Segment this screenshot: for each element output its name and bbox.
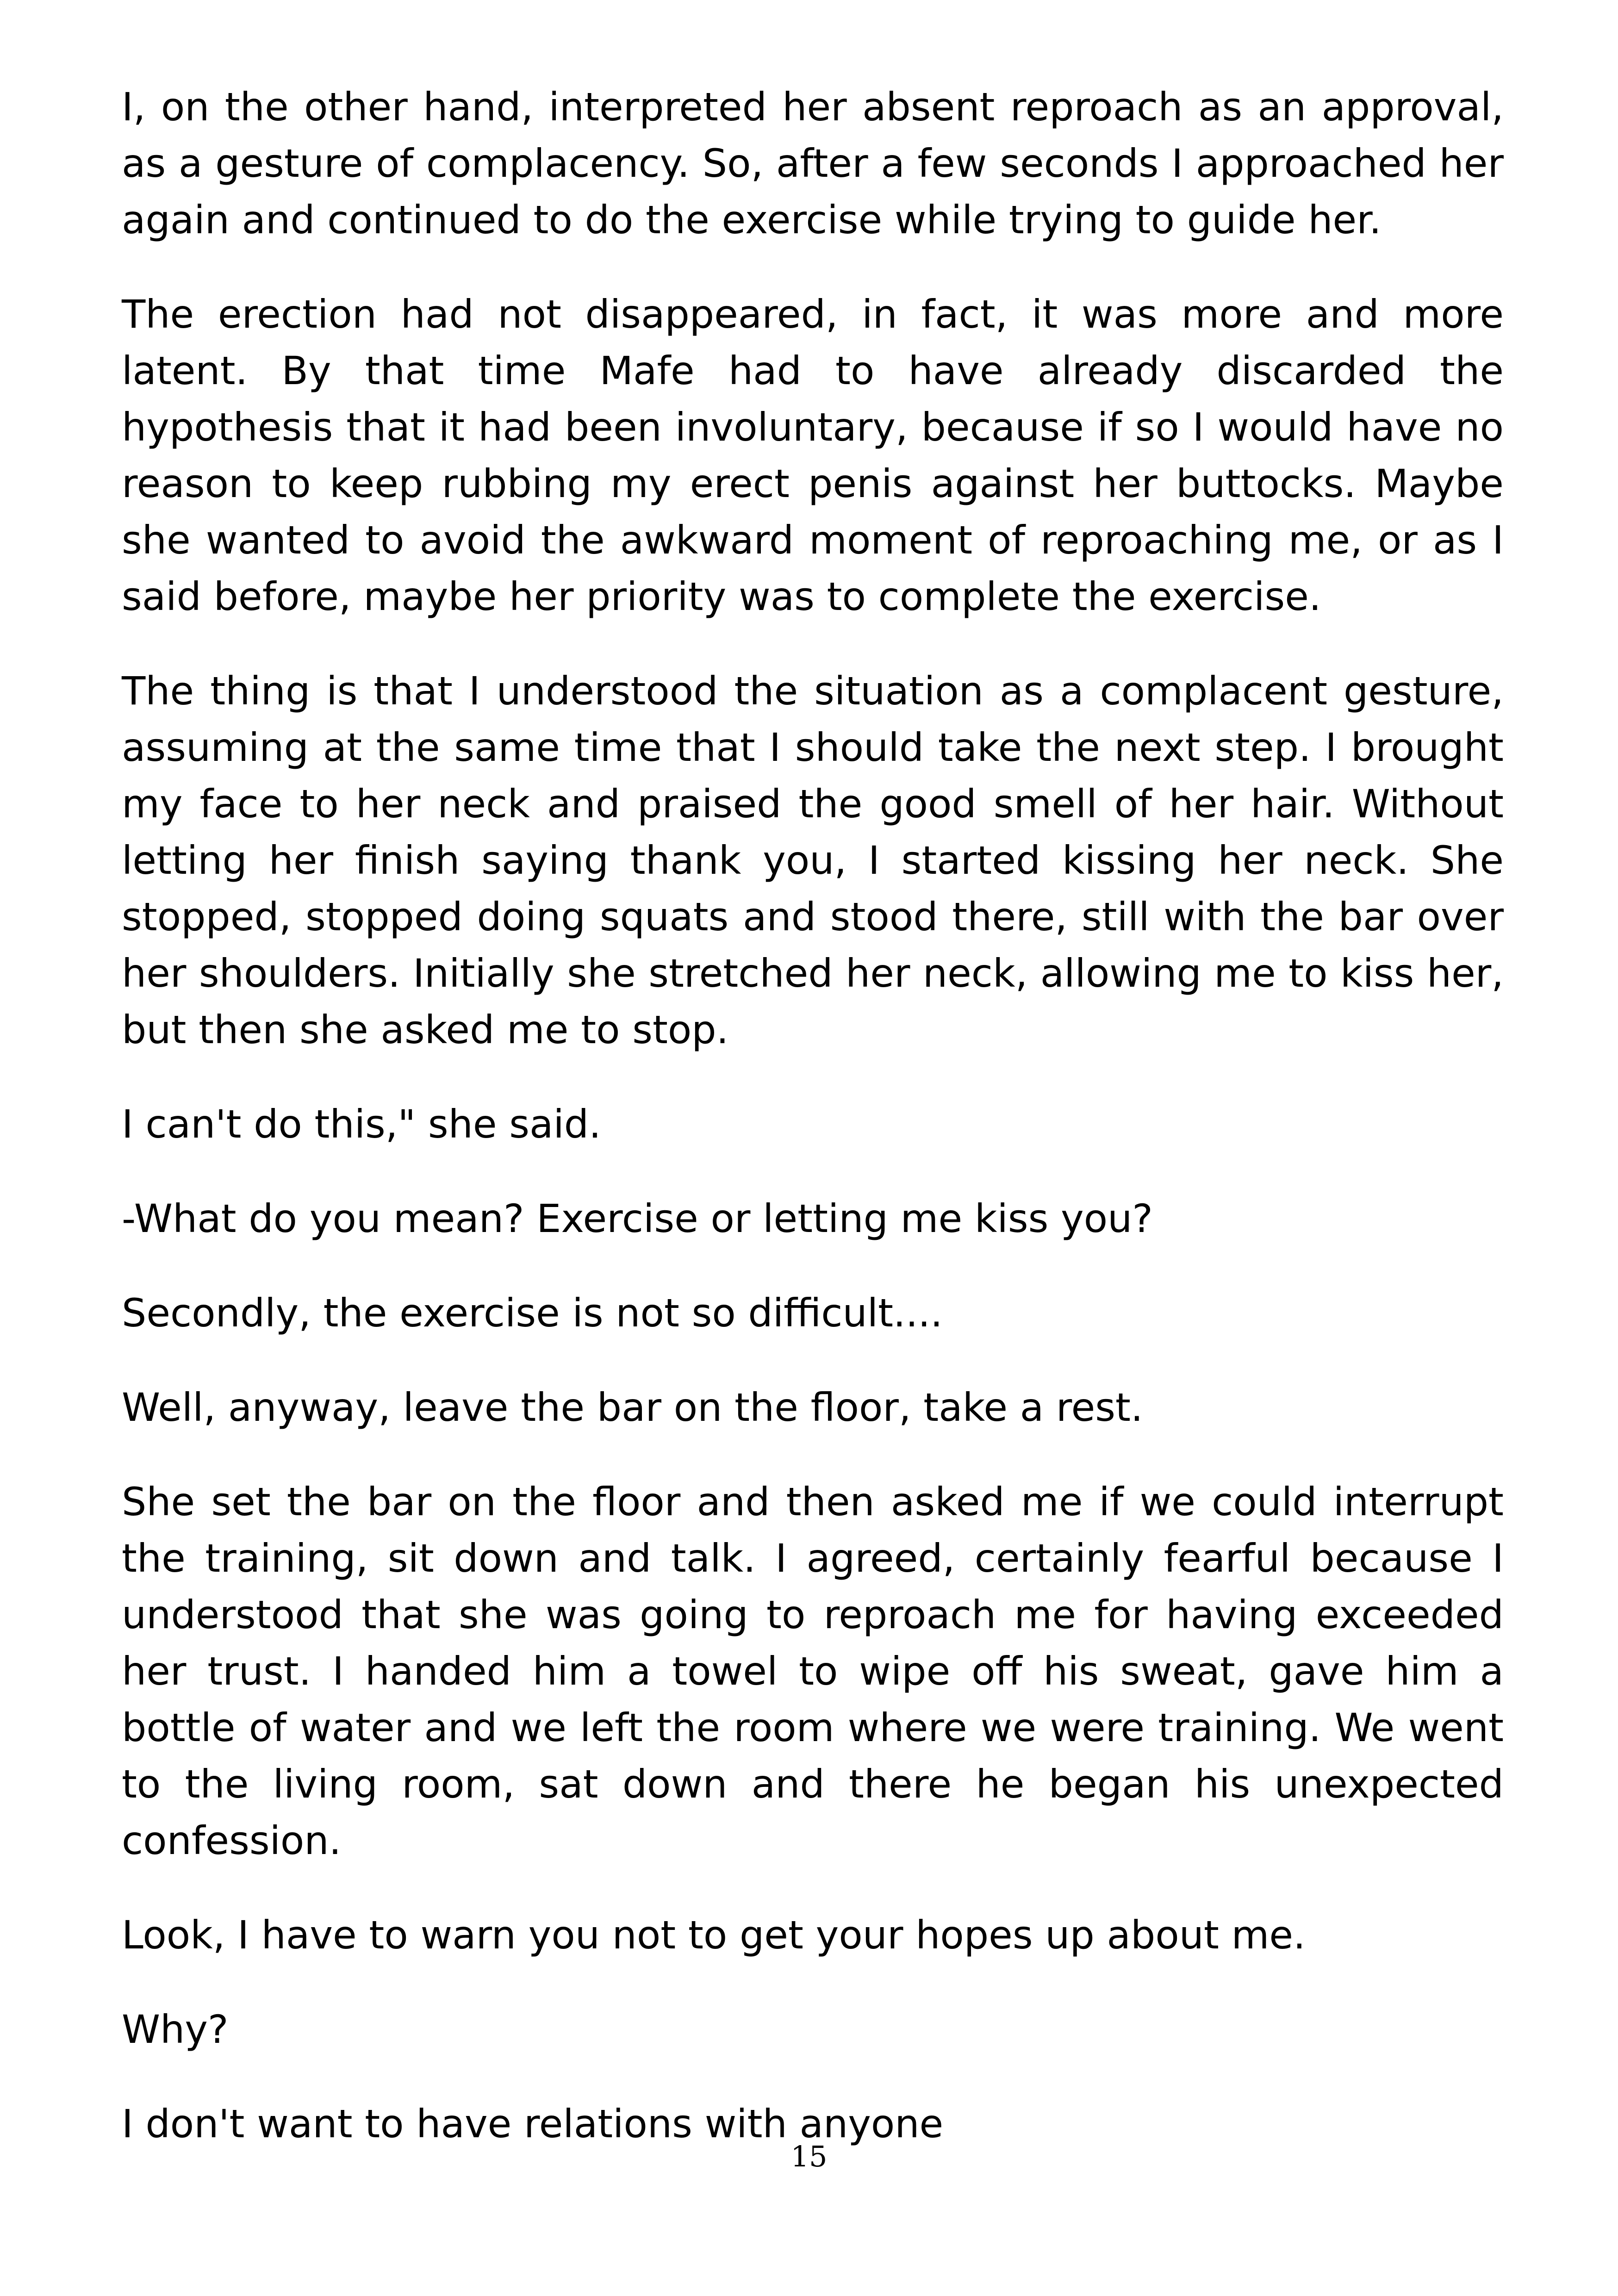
paragraph: She set the bar on the floor and then asked me if we could interrupt the training, sit down and talk. I agreed, certainly fearful because I understood that she was going to reproach me for having exceeded her trust. I handed him a towel to wipe off his sweat, gave him a bottle of water and we left the room where we were training. We went to the living room, sat down and there he began his unexpected confession.	[122, 1479, 1504, 1863]
paragraph: -What do you mean? Exercise or letting me kiss you?	[122, 1196, 1153, 1241]
paragraph: Why?	[122, 2007, 229, 2052]
paragraph: Well, anyway, leave the bar on the floor, take a rest.	[122, 1385, 1143, 1430]
paragraph: I don't want to have relations with anyone	[122, 2101, 944, 2147]
paragraph: The thing is that I understood the situation as a complacent gesture, assuming at the same time that I should take the next step. I brought my face to her neck and praised the good smell of her hair. Without letting her finish saying thank you, I started kissing her neck. She stopped, stopped doing squats and stood there, still with the bar over her shoulders. Initially she stretched her neck, allowing me to kiss her, but then she asked me to stop.	[122, 668, 1504, 1052]
paragraph: Look, I have to warn you not to get your hopes up about me.	[122, 1912, 1306, 1958]
page-number: 15	[790, 2140, 828, 2173]
paragraph: I, on the other hand, interpreted her absent reproach as an approval, as a gesture of complacency. So, after a few seconds I approached her again and continued to do the exercise while trying to guide her.	[122, 84, 1504, 243]
paragraph: The erection had not disappeared, in fact, it was more and more latent. By that time Mafe had to have already discarded the hypothesis that it had been involuntary, because if so I would have no reason to keep rubbing my erect penis against her buttocks. Maybe she wanted to avoid the awkward moment of reproaching me, or as I said before, maybe her priority was to complete the exercise.	[122, 292, 1504, 619]
paragraph: I can't do this," she said.	[122, 1101, 601, 1147]
page-body	[122, 79, 1504, 2190]
paragraph: Secondly, the exercise is not so difficult....	[122, 1290, 943, 1336]
